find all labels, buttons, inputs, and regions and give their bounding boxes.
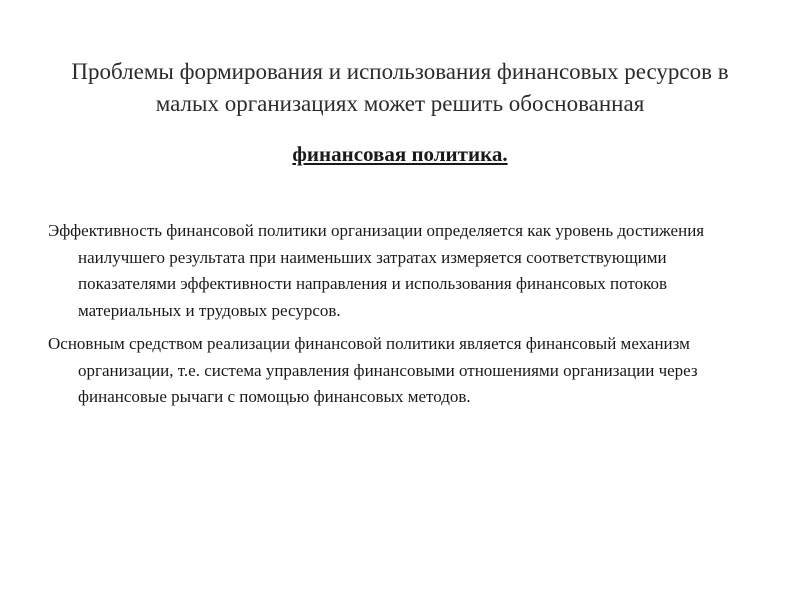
slide-title: Проблемы формирования и использования финансовых ресурсов в малых организациях может решить обоснованная bbox=[71, 59, 729, 116]
slide-subtitle: финансовая политика. bbox=[292, 142, 508, 166]
paragraph-efficiency: Эффективность финансовой политики организации определяется как уровень достижения наилучшего результата при наименьших затратах измеряется соответствующими показателями эффективности направления и использования финансовых потоков материальных и трудовых ресурсов. bbox=[48, 221, 705, 321]
slide-body bbox=[48, 218, 760, 417]
paragraph-mechanism: Основным средством реализации финансовой политики является финансовый механизм организации, т.е. система управления финансовыми отношениями организации через финансовые рычаги с помощью финансовых методов. bbox=[48, 333, 698, 407]
